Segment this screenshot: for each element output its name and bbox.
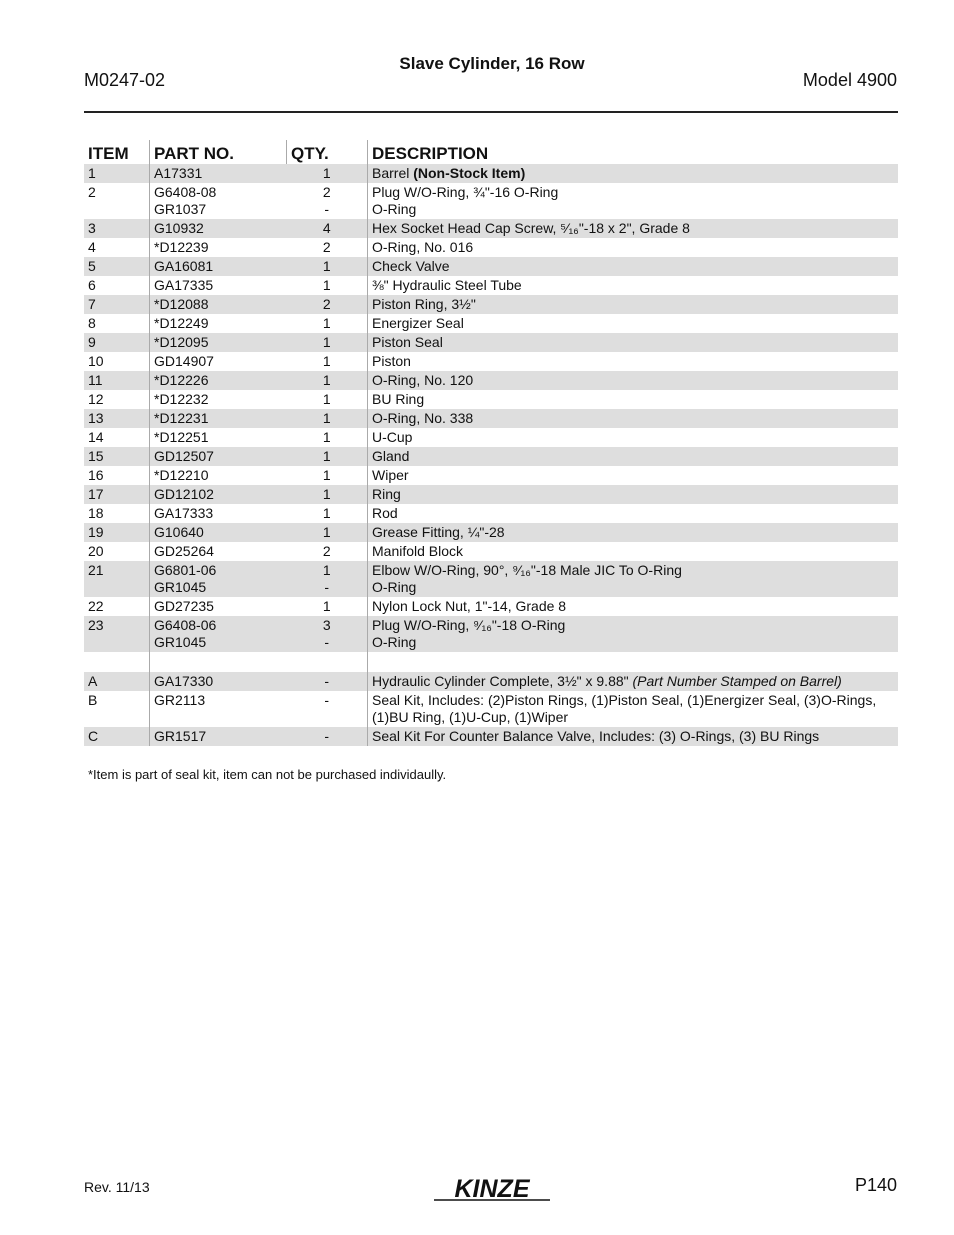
kinze-logo	[430, 1175, 554, 1207]
description-cell-line: O-Ring	[372, 201, 417, 217]
item-cell: 22	[88, 598, 104, 614]
part-no-cell-line: *D12088	[154, 296, 209, 312]
part-no-cell-line: G10640	[154, 524, 204, 540]
qty-cell-line: -	[324, 634, 330, 650]
parts-table	[84, 140, 898, 746]
page-number: P140	[854, 1175, 897, 1195]
qty-cell	[287, 352, 368, 371]
qty-cell-line: 1	[322, 353, 331, 369]
item-cell: 16	[88, 467, 104, 483]
col-header-part-no: PART NO.	[150, 140, 287, 164]
part-no-cell	[150, 727, 287, 746]
part-no-cell	[150, 597, 287, 616]
item-cell: 1	[84, 164, 150, 183]
item-cell: 17	[84, 485, 150, 504]
col-header-qty: QTY.	[287, 140, 368, 164]
qty-cell-line: 1	[322, 410, 331, 426]
part-no-cell	[150, 257, 287, 276]
part-no-cell	[150, 333, 287, 352]
part-no-cell	[150, 523, 287, 542]
part-no-cell	[150, 183, 287, 219]
table-row	[84, 164, 898, 183]
qty-cell-line: 1	[322, 524, 331, 540]
table-row	[84, 542, 898, 561]
part-no-cell-line: *D12249	[154, 315, 209, 331]
item-cell: 10	[88, 353, 104, 369]
spacer-cell	[84, 652, 150, 672]
description-cell	[368, 616, 899, 652]
description-cell-line: O-Ring, No. 120	[372, 372, 474, 388]
qty-cell	[287, 371, 368, 390]
description-cell	[368, 164, 899, 183]
qty-cell-line: 4	[322, 220, 331, 236]
part-no-cell	[150, 314, 287, 333]
part-no-cell-line: G6801-06	[154, 562, 217, 578]
part-no-cell	[150, 542, 287, 561]
item-cell: 11	[84, 371, 150, 390]
qty-cell	[287, 257, 368, 276]
spacer-cell	[368, 652, 899, 672]
table-row	[84, 504, 898, 523]
qty-cell-line: -	[324, 201, 330, 217]
item-cell: 4	[88, 239, 96, 255]
description-cell-line: Piston Seal	[372, 334, 443, 350]
table-row	[84, 447, 898, 466]
description-cell-line: O-Ring	[372, 634, 417, 650]
description-cell	[368, 371, 899, 390]
description-cell	[368, 352, 899, 371]
qty-cell	[287, 523, 368, 542]
description-cell	[368, 409, 899, 428]
part-no-cell-line: GR1045	[154, 579, 207, 595]
qty-cell	[287, 597, 368, 616]
part-no-cell-line: GR1037	[154, 201, 207, 217]
qty-cell-line: 2	[322, 543, 331, 559]
qty-cell	[287, 390, 368, 409]
part-no-cell-line: *D12210	[154, 467, 209, 483]
part-no-cell	[150, 428, 287, 447]
qty-cell	[287, 561, 368, 597]
description-cell	[368, 561, 899, 597]
description-cell-line: Manifold Block	[372, 543, 464, 559]
description-cell-line: Rod	[372, 505, 398, 521]
description-cell	[368, 485, 899, 504]
description-cell-line: Piston Ring, 3½"	[372, 296, 476, 312]
qty-cell-line: 2	[322, 239, 331, 255]
description-cell-line: Hex Socket Head Cap Screw, ⁵⁄₁₆"-18 x 2", Grade 8	[372, 220, 690, 236]
table-row	[84, 523, 898, 542]
table-row	[84, 390, 898, 409]
qty-cell	[287, 727, 368, 746]
table-row	[84, 257, 898, 276]
part-no-cell-line: *D12232	[154, 391, 209, 407]
qty-cell-line: 2	[322, 296, 331, 312]
item-cell: 19	[84, 523, 150, 542]
part-no-cell	[150, 276, 287, 295]
table-row	[84, 276, 898, 295]
qty-cell-line: 1	[322, 467, 331, 483]
description-cell	[368, 257, 899, 276]
qty-cell	[287, 238, 368, 257]
item-cell: 23	[84, 616, 150, 652]
table-row	[84, 295, 898, 314]
item-cell: 9	[84, 333, 150, 352]
description-cell	[368, 428, 899, 447]
description-cell	[368, 447, 899, 466]
qty-cell-line: 1	[322, 486, 331, 502]
qty-cell-line: 1	[322, 391, 331, 407]
description-cell-line: Plug W/O-Ring, ⁹⁄₁₆"-18 O-Ring	[372, 617, 566, 633]
item-cell: 3	[84, 219, 150, 238]
qty-cell-line: -	[324, 673, 330, 689]
description-cell-line: Elbow W/O-Ring, 90°, ⁹⁄₁₆"-18 Male JIC To O-Ring	[372, 562, 682, 578]
description-cell-line: Hydraulic Cylinder Complete, 3½" x 9.88" (Part Number Stamped on Barrel)	[372, 673, 842, 689]
part-no-cell-line: *D12231	[154, 410, 209, 426]
description-cell-line: ⅜" Hydraulic Steel Tube	[372, 277, 522, 293]
table-row	[84, 672, 898, 691]
part-no-cell-line: A17331	[154, 165, 203, 181]
item-cell: 2	[88, 184, 96, 200]
part-no-cell-line: GA17330	[154, 673, 214, 689]
item-cell: 18	[88, 505, 104, 521]
qty-cell-line: 1	[322, 258, 331, 274]
qty-cell-line: 1	[322, 372, 331, 388]
header-divider	[84, 111, 898, 113]
col-header-description: DESCRIPTION	[368, 140, 899, 164]
qty-cell	[287, 219, 368, 238]
table-row	[84, 597, 898, 616]
qty-cell-line: 1	[322, 277, 331, 293]
part-no-cell-line: GD27235	[154, 598, 214, 614]
description-cell	[368, 691, 899, 727]
qty-cell	[287, 466, 368, 485]
qty-cell	[287, 691, 368, 727]
part-no-cell-line: GR2113	[154, 692, 206, 708]
revision-label: Rev. 11/13	[84, 1179, 150, 1195]
qty-cell	[287, 276, 368, 295]
table-row	[84, 238, 898, 257]
part-no-cell	[150, 561, 287, 597]
spacer-cell	[150, 652, 287, 672]
part-no-cell	[150, 672, 287, 691]
table-row	[84, 561, 898, 597]
part-no-cell	[150, 466, 287, 485]
table-row	[84, 616, 898, 652]
table-row	[84, 691, 898, 727]
part-no-cell-line: GD12102	[154, 486, 214, 502]
part-no-cell	[150, 691, 287, 727]
qty-cell-line: -	[324, 579, 330, 595]
description-cell	[368, 523, 899, 542]
description-cell-line: Grease Fitting, ¼"-28	[372, 524, 505, 540]
part-no-cell-line: GA17335	[154, 277, 214, 293]
part-no-cell-line: GD12507	[154, 448, 214, 464]
part-no-cell	[150, 390, 287, 409]
item-cell: A	[84, 672, 150, 691]
model-label: Model 4900	[802, 70, 897, 90]
part-no-cell-line: *D12226	[154, 372, 209, 388]
part-no-cell-line: GR1517	[154, 728, 207, 744]
description-cell-line: Gland	[372, 448, 410, 464]
description-cell-line: Ring	[372, 486, 401, 502]
description-cell-line: Seal Kit, Includes: (2)Piston Rings, (1)Piston Seal, (1)Energizer Seal, (3)O-Rings, (1)BU Ring, (1)U-Cup, (1)Wiper	[372, 692, 877, 725]
description-cell-line: Piston	[372, 353, 411, 369]
part-no-cell	[150, 616, 287, 652]
part-no-cell-line: G10932	[154, 220, 204, 236]
description-emphasis: (Non-Stock Item)	[413, 165, 526, 181]
description-cell	[368, 390, 899, 409]
description-cell-line: O-Ring	[372, 579, 417, 595]
qty-cell-line: 1	[322, 562, 331, 578]
part-no-cell	[150, 352, 287, 371]
table-row	[84, 371, 898, 390]
part-no-cell	[150, 371, 287, 390]
table-row	[84, 727, 898, 746]
col-header-item: ITEM	[88, 144, 129, 163]
table-row	[84, 428, 898, 447]
qty-cell	[287, 164, 368, 183]
part-no-cell	[150, 504, 287, 523]
part-no-cell-line: GD25264	[154, 543, 214, 559]
table-spacer-row	[84, 652, 898, 672]
description-cell-line: Wiper	[372, 467, 409, 483]
item-cell: 21	[84, 561, 150, 597]
parts-table-body	[84, 164, 898, 746]
description-cell	[368, 314, 899, 333]
part-no-cell-line: *D12239	[154, 239, 209, 255]
description-note: (Part Number Stamped on Barrel)	[632, 673, 842, 689]
qty-cell-line: -	[324, 692, 330, 708]
description-cell	[368, 542, 899, 561]
part-no-cell-line: G6408-08	[154, 184, 217, 200]
item-cell: 6	[88, 277, 96, 293]
part-no-cell-line: GA16081	[154, 258, 214, 274]
qty-cell	[287, 447, 368, 466]
part-no-cell	[150, 295, 287, 314]
table-row	[84, 352, 898, 371]
item-cell: 5	[84, 257, 150, 276]
description-cell-line: Check Valve	[372, 258, 450, 274]
doc-number: M0247-02	[84, 70, 166, 90]
description-cell-line: U-Cup	[372, 429, 413, 445]
spacer-cell	[287, 652, 368, 672]
part-no-cell-line: *D12095	[154, 334, 209, 350]
qty-cell	[287, 504, 368, 523]
logo-text: KINZE	[454, 1175, 530, 1203]
footnote: *Item is part of seal kit, item can not be purchased individaully.	[88, 767, 447, 782]
description-cell-line: BU Ring	[372, 391, 425, 407]
qty-cell	[287, 314, 368, 333]
part-no-cell-line: GD14907	[154, 353, 214, 369]
qty-cell-line: 3	[322, 617, 331, 633]
qty-cell	[287, 542, 368, 561]
part-no-cell-line: GR1045	[154, 634, 207, 650]
part-no-cell-line: GA17333	[154, 505, 214, 521]
qty-cell-line: -	[324, 728, 330, 744]
qty-cell	[287, 183, 368, 219]
description-cell	[368, 295, 899, 314]
item-cell: B	[88, 692, 98, 708]
description-cell-line: Nylon Lock Nut, 1"-14, Grade 8	[372, 598, 567, 614]
table-row	[84, 314, 898, 333]
qty-cell	[287, 409, 368, 428]
description-cell-line: Barrel (Non-Stock Item)	[372, 165, 526, 181]
table-row	[84, 219, 898, 238]
part-no-cell	[150, 485, 287, 504]
qty-cell-line: 1	[322, 165, 331, 181]
qty-cell	[287, 616, 368, 652]
item-cell: 13	[84, 409, 150, 428]
table-row	[84, 409, 898, 428]
item-cell: 12	[88, 391, 104, 407]
description-cell	[368, 183, 899, 219]
table-row	[84, 333, 898, 352]
table-row	[84, 466, 898, 485]
description-cell-line: Seal Kit For Counter Balance Valve, Includes: (3) O-Rings, (3) BU Rings	[372, 728, 820, 744]
description-cell	[368, 333, 899, 352]
description-cell	[368, 466, 899, 485]
table-header-row	[84, 140, 898, 164]
description-cell	[368, 219, 899, 238]
description-cell	[368, 238, 899, 257]
qty-cell-line: 1	[322, 429, 331, 445]
part-no-cell	[150, 164, 287, 183]
page-title: Slave Cylinder, 16 Row	[399, 54, 585, 73]
qty-cell-line: 1	[322, 598, 331, 614]
qty-cell	[287, 485, 368, 504]
qty-cell	[287, 295, 368, 314]
qty-cell	[287, 672, 368, 691]
qty-cell-line: 1	[322, 505, 331, 521]
part-no-cell	[150, 238, 287, 257]
item-cell: C	[84, 727, 150, 746]
qty-cell-line: 1	[322, 315, 331, 331]
qty-cell-line: 2	[322, 184, 331, 200]
description-cell	[368, 672, 899, 691]
description-cell	[368, 597, 899, 616]
description-cell	[368, 727, 899, 746]
item-cell: 8	[88, 315, 96, 331]
part-no-cell	[150, 447, 287, 466]
part-no-cell-line: G6408-06	[154, 617, 217, 633]
qty-cell	[287, 333, 368, 352]
qty-cell-line: 1	[322, 334, 331, 350]
qty-cell	[287, 428, 368, 447]
part-no-cell	[150, 219, 287, 238]
item-cell: 15	[84, 447, 150, 466]
item-cell: 14	[88, 429, 104, 445]
description-cell-line: O-Ring, No. 016	[372, 239, 474, 255]
description-cell-line: Plug W/O-Ring, ¾"-16 O-Ring	[372, 184, 559, 200]
description-cell-line: Energizer Seal	[372, 315, 464, 331]
table-row	[84, 183, 898, 219]
description-cell	[368, 504, 899, 523]
item-cell: 7	[84, 295, 150, 314]
item-cell: 20	[88, 543, 104, 559]
table-row	[84, 485, 898, 504]
description-cell	[368, 276, 899, 295]
qty-cell-line: 1	[322, 448, 331, 464]
description-cell-line: O-Ring, No. 338	[372, 410, 474, 426]
part-no-cell	[150, 409, 287, 428]
part-no-cell-line: *D12251	[154, 429, 209, 445]
